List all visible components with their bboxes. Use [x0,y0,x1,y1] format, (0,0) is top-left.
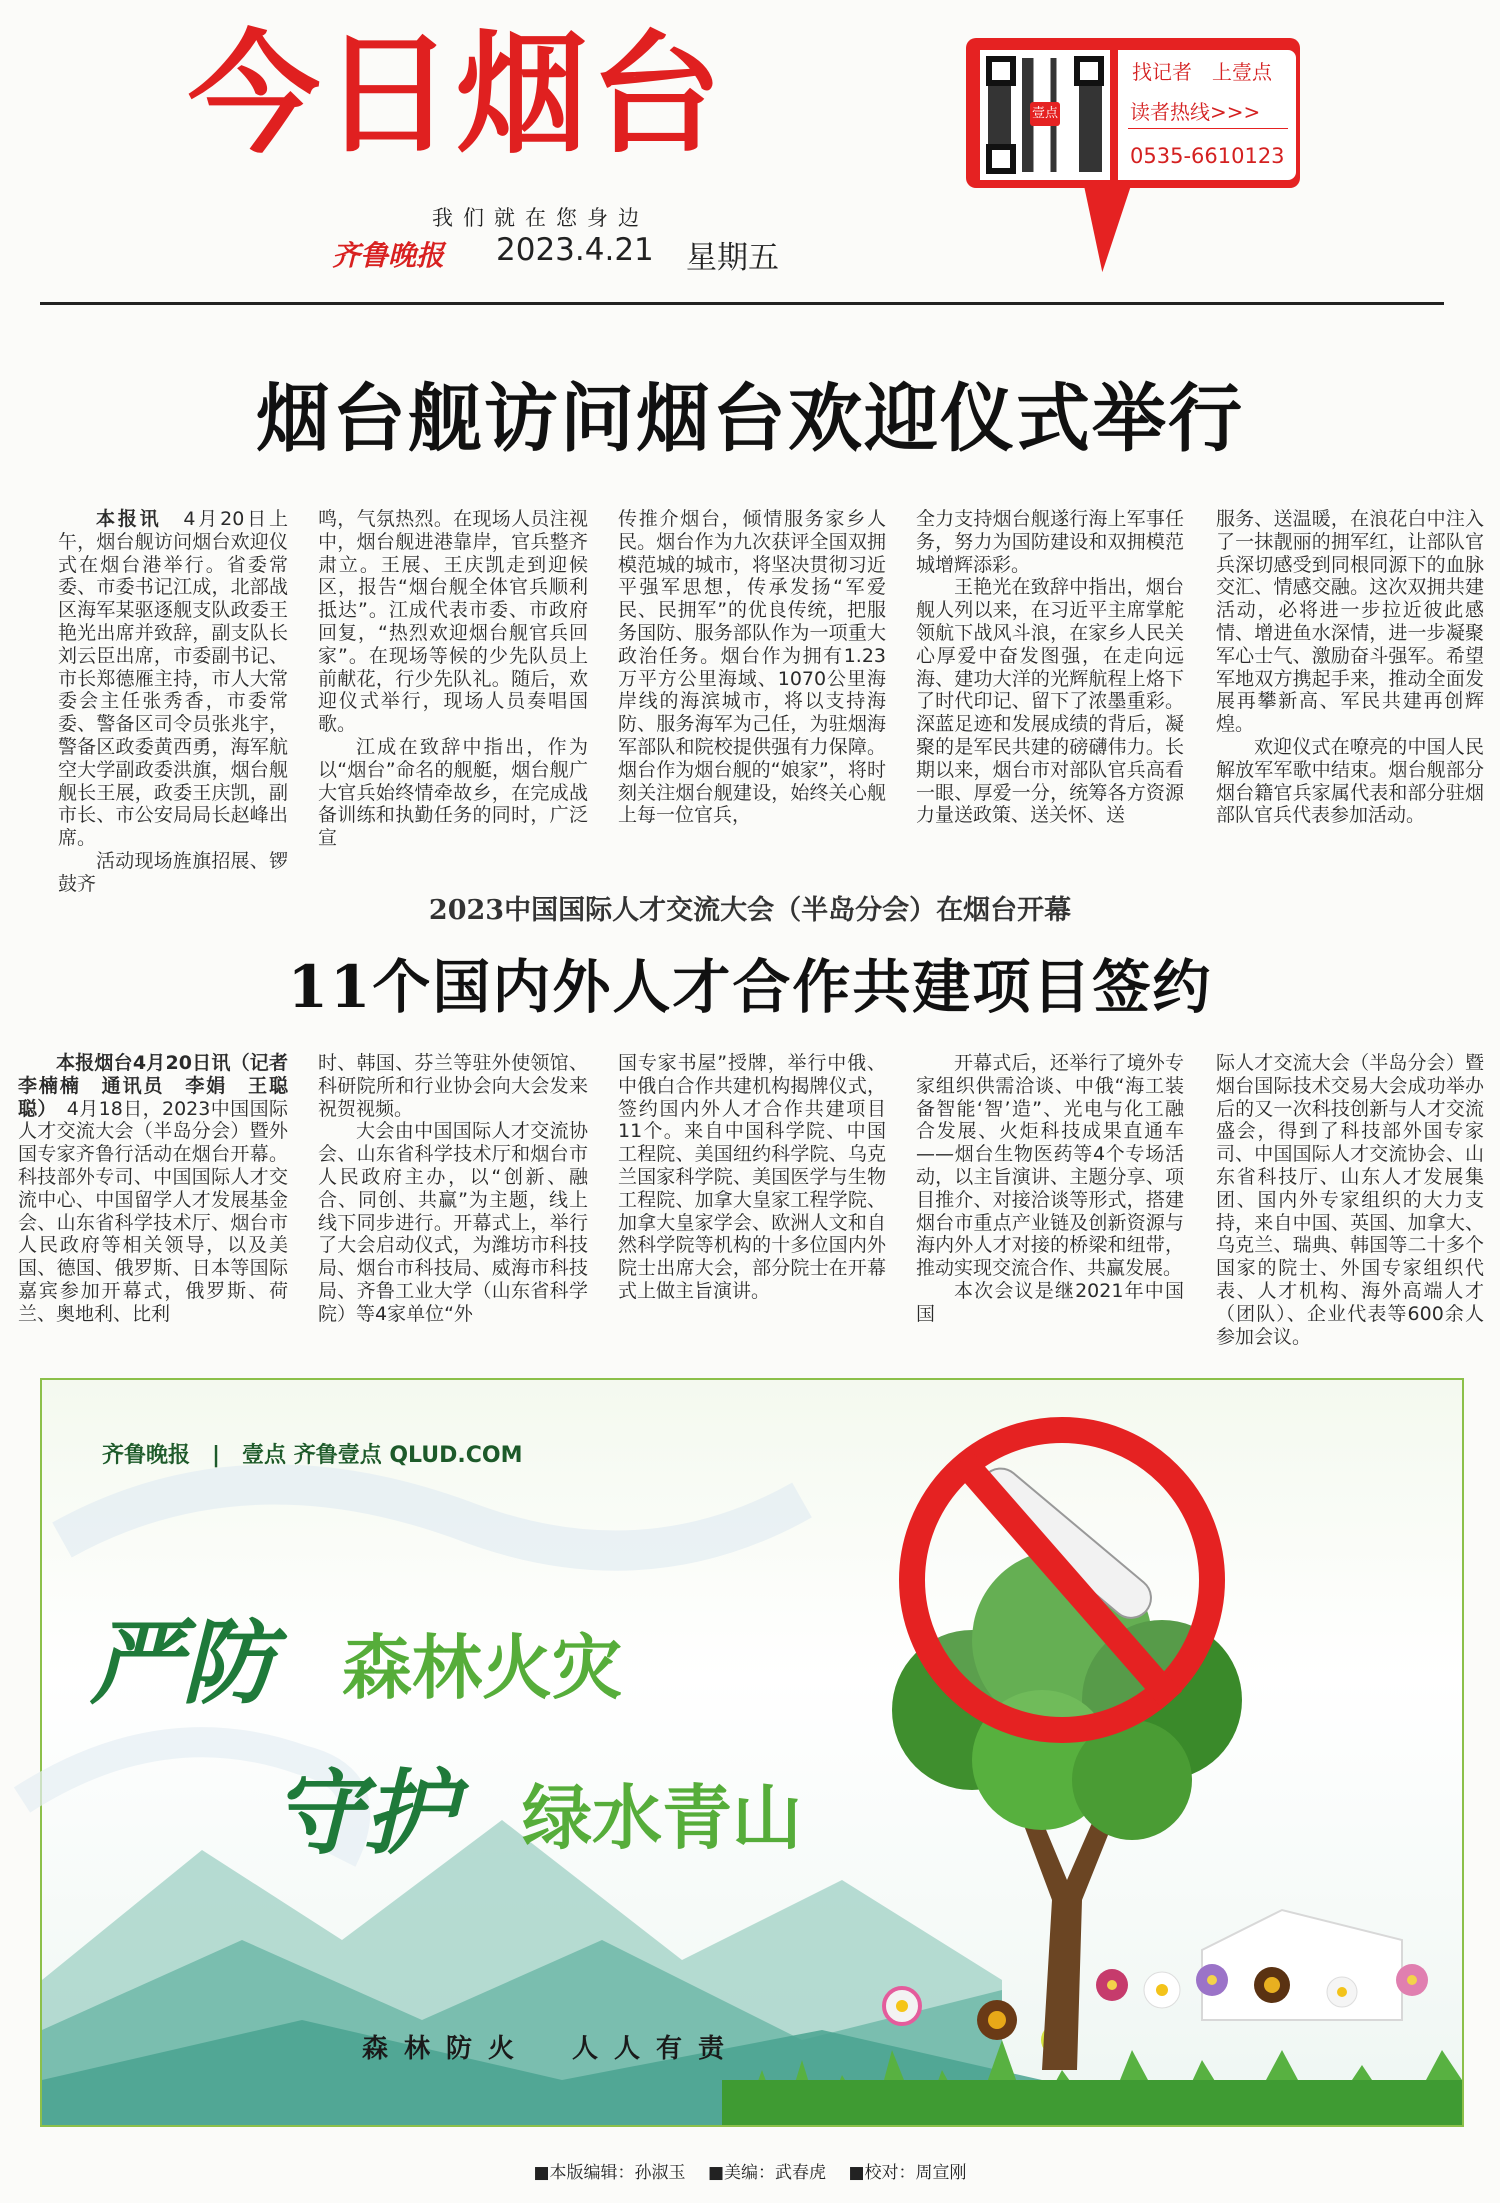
footer-credits [0,2158,1500,2183]
banner-title-strict-prevention: 严防 [90,1610,275,1717]
issue-date: 2023.4.21 [496,232,654,268]
banner-slogan: 森林防火 人人有责 [362,2034,741,2064]
article2-col1-text: 4月18日，2023中国国际人才交流大会（半岛分会）暨外国专家齐鲁行活动在烟台开幕。科技部外专司、中国国际人才交流中心、中国留学人才发展基金会、山东省科学技术厅、烟台市人民政府等相关领导，以及美国、德国、俄罗斯、日本等国际嘉宾参加开幕式，俄罗斯、荷兰、奥地利、比利 [18,1097,288,1325]
hotline-phone[interactable]: 0535-6610123 [1130,144,1285,168]
article1-headline: 烟台舰访问烟台欢迎仪式举行 [256,376,1244,462]
no-smoking-sign-icon [912,1430,1212,1730]
article1-col3-text: 传推介烟台，倾情服务家乡人民。烟台作为九次获评全国双拥模范城的城市，将坚决贯彻习近平强军思想，传承发扬“军爱民、民拥军”的优良传统，把服务国防、服务部队作为一项重大政治任务。烟台作为拥有1.23万平方公里海域、1070公里海岸线的海滨城市，将以支持海防、服务海军为己任，为驻烟海军部队和院校提供强有力保障。烟台作为烟台舰的“娘家”，将时刻关注烟台舰建设，始终关心舰上每一位官兵， [618,508,886,827]
footer-proofreader: ■校对：周宣刚 [848,2163,967,2183]
article1-column-2 [318,508,588,850]
masthead-rule [40,302,1444,305]
article2-headline: 11个国内外人才合作共建项目签约 [287,953,1213,1021]
footer-editor: ■本版编辑：孙淑玉 [533,2163,686,2183]
article1-lead-tag: 本报讯 [96,508,162,530]
article2-col4b-text: 本次会议是继2021年中国国 [916,1279,1184,1325]
article1-column-1 [58,508,288,895]
article2-col2b-text: 大会由中国国际人才交流协会、山东省科学技术厅和烟台市人民政府主办，以“创新、融合、同创、共赢”为主题，线上线下同步进行。开幕式上，举行了大会启动仪式，为潍坊市科技局、烟台市科技局、威海市科技局、齐鲁工业大学（山东省科学院）等4家单位“外 [318,1120,588,1325]
hotline-line2: 读者热线>>> [1130,100,1261,124]
article1-column-3 [618,508,886,827]
speech-bubble-tail [1063,176,1131,274]
article2-column-2 [318,1052,588,1325]
article2-col2a-text: 时、韩国、芬兰等驻外使领馆、科研院所和行业协会向大会发来祝贺视频。 [318,1052,588,1120]
article1-col5a-text: 服务、送温暖，在浪花白中注入了一抹靓丽的拥军红，让部队官兵深切感受到同根同源下的血脉交汇、情感交融。这次双拥共建活动，必将进一步拉近彼此感情、增进鱼水深情，进一步凝聚军心士气、激励奋斗强军。希望军地双方携起手来，推动全面发展再攀新高、军民共建再创辉煌。 [1216,508,1484,736]
banner-title-green-mountains: 绿水青山 [522,1777,802,1859]
article2-column-3 [618,1052,886,1320]
qr-finder-bottom-left [986,144,1016,174]
issue-weekday: 星期五 [686,240,779,276]
article1-col2a-text: 鸣，气氛热烈。在现场人员注视中，烟台舰进港靠岸，官兵整齐肃立。王展、王庆凯走到迎候区，报告“烟台舰全体官兵顺利抵达”。江成代表市委、市政府回复，“热烈欢迎烟台舰官兵回家”。在现场等候的少先队员上前献花，行少先队礼。随后，欢迎仪式举行，现场人员奏唱国歌。 [318,508,588,736]
paper-name: 齐鲁晚报 [332,239,445,272]
masthead-title: 今日烟台 [188,18,724,172]
article1-col1-text: 4月20日上午，烟台舰访问烟台欢迎仪式在烟台港举行。省委常委、市委书记江成，北部战区海军某驱逐舰支队政委王艳光出席并致辞，副支队长刘云臣出席，市委副书记、市长郑德雁主持，市人大常委会主任张秀香，市委常委、警备区司令员张兆宇，警备区政委黄西勇，海军航空大学副政委洪旗，烟台舰舰长王展，政委王庆凯，副市长、市公安局局长赵峰出席。 [58,508,288,850]
qr-badge: 壹点 [1030,102,1060,126]
article2-column-4 [916,1052,1184,1325]
hotline-divider [1128,128,1288,129]
banner-swirl-icon [62,1484,802,1550]
article1-col2b-text: 江成在致辞中指出，作为以“烟台”命名的舰艇，烟台舰广大官兵始终情牵故乡，在完成战备训练和执勤任务的同时，广泛宣 [318,735,588,850]
hotline-line1: 找记者 上壹点 [1132,60,1272,84]
article2-subhead: 2023中国国际人才交流大会（半岛分会）在烟台开幕 [428,895,1072,926]
banner-illustration [42,1380,1462,2125]
article1-col4b-text: 王艳光在致辞中指出，烟台舰人列以来，在习近平主席掌舵领航下战风斗浪，在家乡人民关心厚爱中奋发图强，在走向远海、建功大洋的光辉航程上烙下了时代印记、留下了浓墨重彩。深蓝足迹和发展成绩的背后，凝聚的是军民共建的磅礴伟力。长期以来，烟台市对部队官兵高看一眼、厚爱一分，统筹各方资源力量送政策、送关怀、送 [916,576,1184,827]
article2-column-1 [18,1052,308,1325]
article1-col5b-text: 欢迎仪式在嘹亮的中国人民解放军军歌中结束。烟台舰部分烟台籍官兵家属代表和部分驻烟部队官兵代表参加活动。 [1216,735,1484,827]
article2-lead-tag: 本报烟台4月20日讯（记者 李楠楠 通讯员 李娟 王聪聪） [18,1052,308,1120]
masthead-slogan: 我们就在您身边 [432,206,649,230]
qr-finder-top-left [986,56,1016,86]
grass-base [722,2080,1462,2125]
qr-code-icon[interactable] [980,50,1110,180]
article1-col1b-text: 活动现场旌旗招展、锣鼓齐 [58,849,288,895]
footer-designer: ■美编：武春虎 [707,2163,827,2183]
house-icon [1202,1910,1402,2020]
banner-logos: 齐鲁晚报 | 壹点 齐鲁壹点 QLUD.COM [102,1443,523,1468]
hotline-info-panel [1118,50,1296,180]
article2-col3-text: 国专家书屋”授牌，举行中俄、中俄白合作共建机构揭牌仪式，签约国内外人才合作共建项目11个。来自中国科学院、中国工程院、美国纽约科学院、乌克兰国家科学院、美国医学与生物工程院、加拿大皇家工程学院、加拿大皇家学会、欧洲人文和自然科学院等机构的十多位国内外院士出席大会，部分院士在开幕式上做主旨演讲。 [618,1052,886,1302]
article2-col5-text: 际人才交流大会（半岛分会）暨烟台国际技术交易大会成功举办后的又一次科技创新与人才交流盛会，得到了科技部外国专家司、中国国际人才交流协会、山东省科技厅、山东人才发展集团、国内外专家组织的大力支持，来自中国、英国、加拿大、乌克兰、瑞典、韩国等二十多个国家的院士、外国专家组织代表、人才机构、海外高端人才（团队）、企业代表等600余人参加会议。 [1216,1052,1484,1348]
article1-column-4 [916,508,1184,827]
forest-fire-prevention-banner [40,1378,1464,2127]
banner-title-protect: 守护 [272,1760,457,1867]
banner-title-forest-fire: 森林火灾 [342,1627,622,1709]
article1-col4a-text: 全力支持烟台舰遂行海上军事任务，努力为国防建设和双拥模范城增辉添彩。 [916,508,1184,576]
article1-column-5 [1216,508,1484,827]
article2-column-5 [1216,1052,1484,1348]
article2-col4a-text: 开幕式后，还举行了境外专家组织供需洽谈、中俄“海工装备智能‘智’造”、光电与化工融合发展、火炬科技成果直通车——烟台生物医药等4个专场活动，以主旨演讲、主题分享、项目推介、对接洽谈等形式，搭建烟台市重点产业链及创新资源与海内外人才对接的桥梁和纽带，推动实现交流合作、共赢发展。 [916,1052,1184,1280]
qr-finder-top-right [1074,56,1104,86]
